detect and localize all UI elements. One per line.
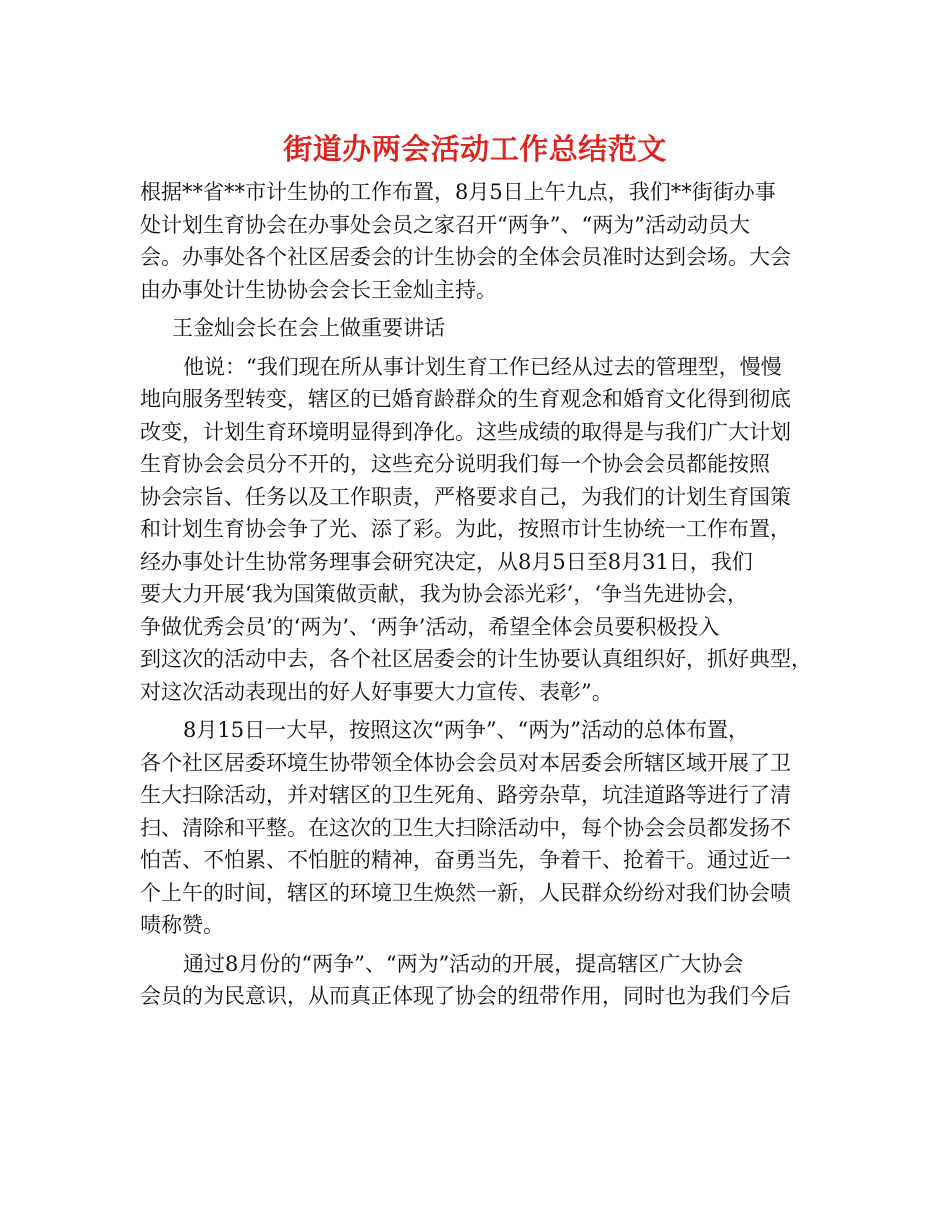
text-line: 王金灿会长在会上做重要讲话 [172,316,445,340]
paragraph-4 [140,714,828,942]
text-line: 和计划生育协会争了光、添了彩。为此，按照市计生协统一工作布置， [140,517,791,541]
text-line: 会。办事处各个社区居委会的计生协会的全体会员准时达到会场。大会 [140,245,791,269]
paragraph-1 [140,176,828,306]
paragraph-2-caption [140,312,828,345]
text-line: 他说：“我们现在所从事计划生育工作已经从过去的管理型，慢慢 [183,354,782,379]
paragraph-3 [140,351,828,709]
text-line: 个上午的时间，辖区的环境卫生焕然一新，人民群众纷纷对我们协会啧 [140,880,791,905]
text-line: 通过8月份的“两争”、“两为”活动的开展，提高辖区广大协会 [183,951,744,976]
document-title: 街道办两会活动工作总结范文 [283,132,667,166]
document-body [140,176,828,1019]
text-line: 生育协会会员分不开的，这些充分说明我们每一个协会会员都能按照 [140,452,770,476]
text-line: 要大力开展‘我为国策做贡献，我为协会添光彩’，‘争当先进协会， [140,582,749,606]
text-line: 协会宗旨、任务以及工作职责，严格要求自己，为我们的计划生育国策 [140,484,791,509]
text-line: 地向服务型转变，辖区的已婚育龄群众的生育观念和婚育文化得到彻底 [140,387,791,411]
text-line: 8月15日一大早，按照这次“两争”、“两为”活动的总体布置， [183,718,750,742]
text-line: 根据**省**市计生协的工作布置，8月5日上午九点，我们**街街办事 [140,180,776,204]
text-line: 扫、清除和平整。在这次的卫生大扫除活动中，每个协会会员都发扬不 [140,815,791,840]
text-line: 各个社区居委环境生协带领全体协会会员对本居委会所辖区域开展了卫 [140,750,791,775]
text-line: 改变，计划生育环境明显得到净化。这些成绩的取得是与我们广大计划 [140,419,791,444]
text-line: 会员的为民意识，从而真正体现了协会的纽带作用，同时也为我们今后 [140,984,791,1008]
text-line: 到这次的活动中去，各个社区居委会的计生协要认真组织好，抓好典型， [140,647,812,671]
text-line: 经办事处计生协常务理事会研究决定，从8月5日至8月31日，我们 [140,549,753,574]
text-line: 处计划生育协会在办事处会员之家召开“两争”、“两为”活动动员大 [140,212,750,237]
text-line: 由办事处计生协协会会长王金灿主持。 [140,277,497,302]
paragraph-5 [140,948,828,1013]
text-line: 对这次活动表现出的好人好事要大力宣传、表彰”。 [140,679,613,704]
text-line: 生大扫除活动，并对辖区的卫生死角、路旁杂草，坑洼道路等进行了清 [140,783,791,807]
text-line: 争做优秀会员’的‘两为’、‘两争’活动，希望全体会员要积极投入 [140,614,720,639]
text-line: 怕苦、不怕累、不怕脏的精神，奋勇当先，争着干、抢着干。通过近一 [140,848,791,872]
text-line: 啧称赞。 [140,913,224,937]
